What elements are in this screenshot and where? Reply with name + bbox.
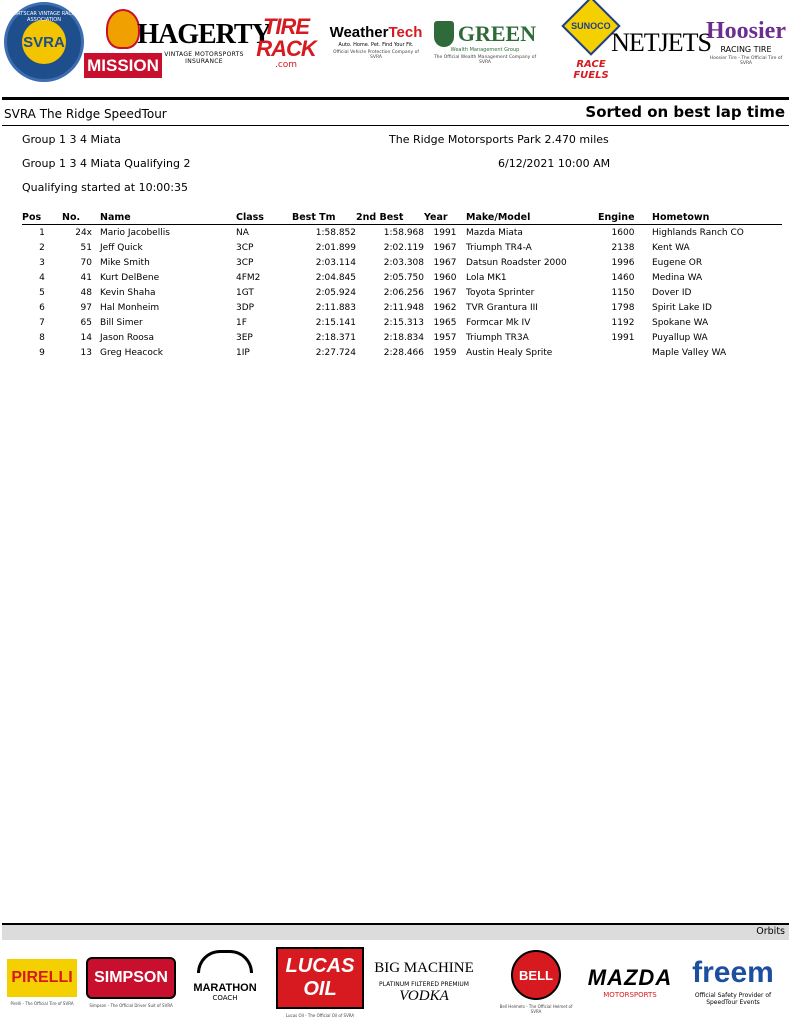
cell-engine: 1192 bbox=[611, 317, 635, 328]
cell-class: 3CP bbox=[236, 242, 254, 253]
cell-class: 4FM2 bbox=[236, 272, 261, 283]
cell-home: Spokane WA bbox=[652, 317, 709, 328]
col-best: Best Tm bbox=[292, 210, 356, 225]
svra-logo-text: SVRA bbox=[22, 20, 66, 64]
sunoco-diamond-icon: SUNOCO bbox=[561, 0, 620, 56]
cell-engine bbox=[598, 345, 648, 360]
cell-best: 2:18.371 bbox=[315, 332, 356, 343]
green-tagline: The Official Wealth Management Company of SVRA bbox=[433, 54, 537, 65]
cell-pos: 3 bbox=[39, 257, 45, 268]
session-datetime: 6/12/2021 10:00 AM bbox=[498, 157, 611, 170]
col-year: Year bbox=[424, 210, 466, 225]
cell-year: 1965 bbox=[433, 317, 457, 328]
cell-make: Formcar Mk IV bbox=[466, 317, 531, 328]
svra-logo bbox=[4, 2, 84, 82]
event-name: SVRA The Ridge SpeedTour bbox=[4, 107, 167, 121]
cell-second: 2:03.308 bbox=[383, 257, 424, 268]
cell-best: 2:01.899 bbox=[315, 242, 356, 253]
cell-best: 1:58.852 bbox=[315, 227, 356, 238]
cell-best: 2:15.141 bbox=[315, 317, 356, 328]
cell-no: 51 bbox=[80, 242, 92, 253]
big-machine-logo-text: BIG MACHINE bbox=[374, 959, 474, 976]
cell-year: 1967 bbox=[433, 242, 457, 253]
cell-second: 2:11.948 bbox=[383, 302, 424, 313]
cell-engine: 1996 bbox=[611, 257, 635, 268]
tirerack-com-text: .com bbox=[274, 60, 298, 70]
big-machine-vodka-text: VODKA bbox=[399, 987, 449, 1004]
green-subtitle: Wealth Management Group bbox=[450, 46, 520, 53]
cell-best: 2:04.845 bbox=[315, 272, 356, 283]
weathertech-tagline: Official Vehicle Protection Company of SVRA bbox=[333, 50, 419, 60]
cell-name: Jason Roosa bbox=[100, 332, 154, 343]
cell-name: Kevin Shaha bbox=[100, 287, 156, 298]
col-name: Name bbox=[100, 210, 236, 225]
cell-second: 2:05.750 bbox=[383, 272, 424, 283]
simpson-logo-text: SIMPSON bbox=[86, 957, 176, 999]
cell-no: 48 bbox=[80, 287, 92, 298]
cell-best: 2:27.724 bbox=[315, 347, 356, 358]
cell-engine: 1991 bbox=[611, 332, 635, 343]
cell-name: Hal Monheim bbox=[100, 302, 160, 313]
cell-home: Dover ID bbox=[652, 287, 692, 298]
title-divider bbox=[2, 125, 789, 126]
hagerty-subtitle: VINTAGE MOTORSPORTS INSURANCE bbox=[164, 51, 244, 65]
cell-class: 3CP bbox=[236, 257, 254, 268]
cell-year: 1962 bbox=[433, 302, 457, 313]
cell-class: 3EP bbox=[236, 332, 253, 343]
cell-make: Datsun Roadster 2000 bbox=[466, 257, 567, 268]
table-header-row bbox=[22, 210, 782, 225]
simpson-tagline: Simpson - The Official Driver Suit of SVRA bbox=[89, 1002, 173, 1008]
cell-second: 2:06.256 bbox=[383, 287, 424, 298]
netjets-logo bbox=[611, 4, 711, 82]
marathon-logo-text: MARATHON bbox=[193, 982, 257, 994]
simpson-logo bbox=[88, 942, 174, 1022]
lucas-oil-logo-text: LUCAS OIL bbox=[276, 947, 364, 1009]
cell-make: Toyota Sprinter bbox=[466, 287, 535, 298]
cell-year: 1960 bbox=[433, 272, 457, 283]
cell-no: 41 bbox=[80, 272, 92, 283]
cell-second: 1:58.968 bbox=[383, 227, 424, 238]
cell-name: Bill Simer bbox=[100, 317, 143, 328]
cell-make: Lola MK1 bbox=[466, 272, 507, 283]
sort-label: Sorted on best lap time bbox=[585, 103, 785, 121]
mission-flame-icon bbox=[106, 9, 140, 49]
cell-engine: 1600 bbox=[611, 227, 635, 238]
green-logo bbox=[430, 6, 540, 80]
mazda-subtitle: MOTORSPORTS bbox=[603, 991, 657, 999]
cell-second: 2:15.313 bbox=[383, 317, 424, 328]
cell-make: Triumph TR4-A bbox=[466, 242, 532, 253]
weathertech-logo-text: WeatherTech bbox=[329, 24, 423, 42]
cell-make: Austin Healy Sprite bbox=[466, 347, 553, 358]
cell-year: 1967 bbox=[433, 287, 457, 298]
cell-home: Eugene OR bbox=[652, 257, 703, 268]
table-row bbox=[22, 330, 782, 345]
cell-no: 24x bbox=[75, 227, 92, 238]
cell-best: 2:03.114 bbox=[315, 257, 356, 268]
cell-best: 2:05.924 bbox=[315, 287, 356, 298]
cell-class: 1IP bbox=[236, 347, 250, 358]
footer-bar bbox=[2, 923, 789, 940]
cell-pos: 8 bbox=[39, 332, 45, 343]
mazda-logo-text: MAZDA bbox=[587, 965, 673, 990]
cell-no: 97 bbox=[80, 302, 92, 313]
cell-home: Maple Valley WA bbox=[652, 347, 727, 358]
col-engine: Engine bbox=[598, 210, 648, 225]
cell-name: Mario Jacobellis bbox=[100, 227, 170, 238]
hoosier-logo bbox=[704, 4, 788, 82]
table-row bbox=[22, 270, 782, 285]
hoosier-subtitle: RACING TIRE bbox=[720, 45, 772, 55]
green-logo-text: GREEN bbox=[457, 20, 537, 46]
green-shield-icon bbox=[434, 21, 454, 47]
lucas-oil-logo bbox=[276, 942, 364, 1022]
lucas-oil-tagline: Lucas Oil - The Official Oil of SVRA bbox=[285, 1012, 355, 1018]
hagerty-logo-text: HAGERTY bbox=[137, 19, 271, 50]
big-machine-subtitle: PLATINUM FILTERED PREMIUM bbox=[379, 980, 469, 988]
tirerack-logo bbox=[248, 6, 324, 80]
marathon-logo bbox=[180, 942, 270, 1022]
marathon-subtitle: COACH bbox=[212, 994, 238, 1002]
cell-make: TVR Grantura III bbox=[466, 302, 538, 313]
bell-logo bbox=[496, 942, 576, 1022]
col-make: Make/Model bbox=[466, 210, 598, 225]
cell-pos: 2 bbox=[39, 242, 45, 253]
cell-second: 2:02.119 bbox=[383, 242, 424, 253]
pirelli-logo-text: PIRELLI bbox=[7, 959, 76, 997]
results-table bbox=[22, 210, 782, 360]
table-row bbox=[22, 285, 782, 300]
cell-pos: 6 bbox=[39, 302, 45, 313]
bell-tagline: Bell Helmets - The Official Helmet of SVRA bbox=[499, 1004, 573, 1014]
cell-home: Medina WA bbox=[652, 272, 703, 283]
track-name: The Ridge Motorsports Park 2.470 miles bbox=[389, 133, 609, 146]
cell-no: 14 bbox=[80, 332, 92, 343]
cell-year: 1991 bbox=[433, 227, 457, 238]
session-name: Group 1 3 4 Miata Qualifying 2 bbox=[22, 157, 191, 170]
group-name: Group 1 3 4 Miata bbox=[22, 133, 121, 146]
cell-class: 1F bbox=[236, 317, 247, 328]
cell-no: 65 bbox=[80, 317, 92, 328]
col-no: No. bbox=[62, 210, 100, 225]
bell-logo-text: BELL bbox=[511, 950, 561, 1000]
pirelli-tagline: Pirelli - The Official Tire of SVRA bbox=[10, 1000, 74, 1006]
hoosier-tagline: Hoosier Tire - The Official Tire of SVRA bbox=[709, 56, 783, 66]
cell-pos: 9 bbox=[39, 347, 45, 358]
cell-pos: 1 bbox=[39, 227, 45, 238]
table-row bbox=[22, 345, 782, 360]
cell-home: Spirit Lake ID bbox=[652, 302, 712, 313]
table-row bbox=[22, 255, 782, 270]
cell-engine: 1150 bbox=[611, 287, 635, 298]
cell-engine: 1460 bbox=[611, 272, 635, 283]
cell-second: 2:18.834 bbox=[383, 332, 424, 343]
cell-pos: 7 bbox=[39, 317, 45, 328]
cell-pos: 4 bbox=[39, 272, 45, 283]
marathon-arc-icon bbox=[197, 950, 253, 973]
cell-pos: 5 bbox=[39, 287, 45, 298]
pirelli-logo bbox=[2, 942, 82, 1022]
svra-ring-text: SPORTSCAR VINTAGE RACING ASSOCIATION bbox=[7, 11, 81, 23]
cell-name: Mike Smith bbox=[100, 257, 150, 268]
cell-class: 3DP bbox=[236, 302, 255, 313]
cell-no: 70 bbox=[80, 257, 92, 268]
col-home: Hometown bbox=[648, 210, 782, 225]
footer-brand: Orbits bbox=[756, 926, 785, 937]
mission-logo-text: MISSION bbox=[84, 53, 162, 78]
table-row bbox=[22, 225, 782, 241]
session-start-time: Qualifying started at 10:00:35 bbox=[22, 181, 188, 194]
freem-logo-text: freem bbox=[692, 956, 774, 989]
table-row bbox=[22, 300, 782, 315]
col-class: Class bbox=[236, 210, 292, 225]
title-bar bbox=[4, 104, 785, 124]
col-second: 2nd Best bbox=[356, 210, 424, 225]
cell-year: 1967 bbox=[433, 257, 457, 268]
cell-year: 1959 bbox=[433, 347, 457, 358]
col-pos: Pos bbox=[22, 210, 62, 225]
hoosier-logo-text: Hoosier bbox=[706, 18, 786, 45]
big-machine-logo bbox=[372, 942, 476, 1022]
cell-engine: 2138 bbox=[611, 242, 635, 253]
cell-year: 1957 bbox=[433, 332, 457, 343]
cell-second: 2:28.466 bbox=[383, 347, 424, 358]
freem-logo bbox=[680, 942, 786, 1022]
sunoco-race-fuels-text: RACE FUELS bbox=[573, 59, 609, 81]
table-row bbox=[22, 240, 782, 255]
hagerty-logo bbox=[137, 4, 271, 82]
tirerack-logo-text: TIRE RACK bbox=[256, 14, 316, 61]
cell-name: Greg Heacock bbox=[100, 347, 164, 358]
cell-class: 1GT bbox=[236, 287, 254, 298]
netjets-logo-text: NETJETS bbox=[611, 28, 711, 57]
freem-tagline: Official Safety Provider of SpeedTour Events bbox=[694, 992, 772, 1006]
cell-home: Puyallup WA bbox=[652, 332, 708, 343]
cell-no: 13 bbox=[80, 347, 92, 358]
header-divider bbox=[2, 97, 789, 100]
cell-name: Kurt DelBene bbox=[100, 272, 160, 283]
cell-engine: 1798 bbox=[611, 302, 635, 313]
table-row bbox=[22, 315, 782, 330]
cell-make: Mazda Miata bbox=[466, 227, 523, 238]
cell-make: Triumph TR3A bbox=[466, 332, 529, 343]
cell-class: NA bbox=[236, 227, 249, 238]
cell-home: Kent WA bbox=[652, 242, 690, 253]
cell-best: 2:11.883 bbox=[315, 302, 356, 313]
mazda-logo bbox=[580, 942, 680, 1022]
cell-home: Highlands Ranch CO bbox=[652, 227, 744, 238]
weathertech-slogan: Auto. Home. Pet. Find Your Fit. bbox=[338, 42, 414, 49]
cell-name: Jeff Quick bbox=[100, 242, 143, 253]
weathertech-logo bbox=[328, 6, 424, 80]
